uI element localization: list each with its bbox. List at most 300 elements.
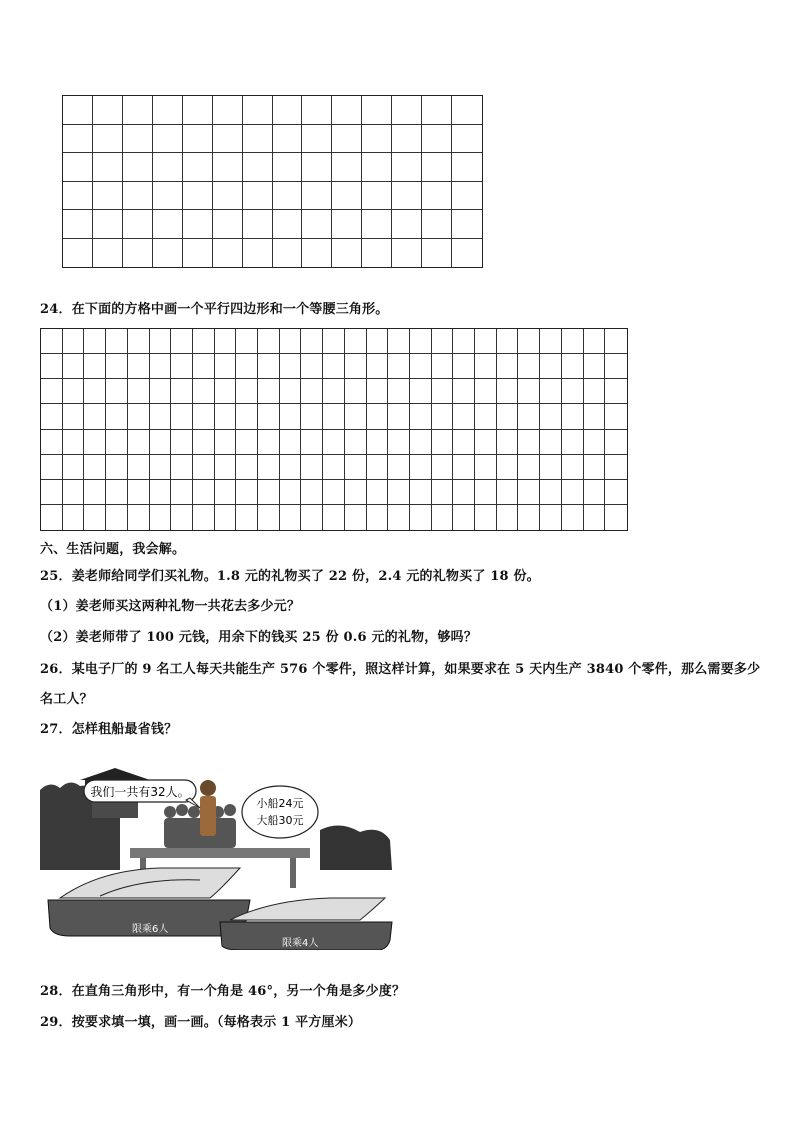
grid-cell[interactable] bbox=[422, 210, 452, 239]
grid-cell[interactable] bbox=[93, 153, 123, 182]
grid-cell[interactable] bbox=[332, 182, 362, 211]
grid-cell[interactable] bbox=[432, 404, 454, 429]
grid-cell[interactable] bbox=[388, 455, 410, 480]
grid-cell[interactable] bbox=[432, 505, 454, 530]
grid-cell[interactable] bbox=[193, 379, 215, 404]
grid-cell[interactable] bbox=[302, 210, 332, 239]
grid-cell[interactable] bbox=[562, 505, 584, 530]
grid-cell[interactable] bbox=[41, 455, 63, 480]
grid-cell[interactable] bbox=[452, 96, 482, 125]
grid-cell[interactable] bbox=[410, 480, 432, 505]
grid-cell[interactable] bbox=[63, 480, 85, 505]
grid-cell[interactable] bbox=[605, 455, 627, 480]
grid-cell[interactable] bbox=[93, 96, 123, 125]
grid-cell[interactable] bbox=[388, 329, 410, 354]
grid-cell[interactable] bbox=[243, 239, 273, 268]
grid-cell[interactable] bbox=[193, 480, 215, 505]
grid-cell[interactable] bbox=[452, 125, 482, 154]
grid-cell[interactable] bbox=[93, 125, 123, 154]
grid-cell[interactable] bbox=[562, 329, 584, 354]
grid-cell[interactable] bbox=[106, 505, 128, 530]
grid-cell[interactable] bbox=[475, 404, 497, 429]
grid-cell[interactable] bbox=[367, 329, 389, 354]
grid-cell[interactable] bbox=[540, 329, 562, 354]
grid-cell[interactable] bbox=[150, 430, 172, 455]
grid-cell[interactable] bbox=[193, 430, 215, 455]
grid-cell[interactable] bbox=[63, 505, 85, 530]
grid-cell[interactable] bbox=[301, 404, 323, 429]
grid-cell[interactable] bbox=[84, 505, 106, 530]
grid-cell[interactable] bbox=[123, 153, 153, 182]
grid-cell[interactable] bbox=[388, 480, 410, 505]
grid-cell[interactable] bbox=[362, 182, 392, 211]
grid-cell[interactable] bbox=[41, 379, 63, 404]
grid-cell[interactable] bbox=[540, 354, 562, 379]
grid-cell[interactable] bbox=[518, 379, 540, 404]
grid-cell[interactable] bbox=[453, 430, 475, 455]
grid-cell[interactable] bbox=[432, 480, 454, 505]
grid-cell[interactable] bbox=[236, 329, 258, 354]
grid-cell[interactable] bbox=[392, 96, 422, 125]
grid-cell[interactable] bbox=[150, 480, 172, 505]
grid-cell[interactable] bbox=[432, 354, 454, 379]
grid-cell[interactable] bbox=[497, 505, 519, 530]
grid-cell[interactable] bbox=[388, 404, 410, 429]
grid-cell[interactable] bbox=[540, 379, 562, 404]
grid-cell[interactable] bbox=[236, 404, 258, 429]
grid-cell[interactable] bbox=[123, 125, 153, 154]
grid-cell[interactable] bbox=[605, 430, 627, 455]
grid-cell[interactable] bbox=[183, 210, 213, 239]
grid-cell[interactable] bbox=[475, 379, 497, 404]
grid-cell[interactable] bbox=[497, 329, 519, 354]
grid-cell[interactable] bbox=[280, 379, 302, 404]
grid-cell[interactable] bbox=[302, 125, 332, 154]
grid-cell[interactable] bbox=[540, 430, 562, 455]
grid-cell[interactable] bbox=[497, 354, 519, 379]
grid-cell[interactable] bbox=[215, 354, 237, 379]
grid-cell[interactable] bbox=[236, 480, 258, 505]
grid-cell[interactable] bbox=[323, 480, 345, 505]
grid-cell[interactable] bbox=[153, 125, 183, 154]
grid-cell[interactable] bbox=[301, 480, 323, 505]
grid-cell[interactable] bbox=[106, 455, 128, 480]
grid-cell[interactable] bbox=[153, 153, 183, 182]
grid-cell[interactable] bbox=[332, 125, 362, 154]
grid-cell[interactable] bbox=[123, 96, 153, 125]
grid-cell[interactable] bbox=[518, 505, 540, 530]
grid-cell[interactable] bbox=[362, 153, 392, 182]
grid-cell[interactable] bbox=[84, 455, 106, 480]
grid-cell[interactable] bbox=[280, 430, 302, 455]
grid-cell[interactable] bbox=[153, 182, 183, 211]
grid-cell[interactable] bbox=[93, 239, 123, 268]
grid-cell[interactable] bbox=[63, 239, 93, 268]
grid-cell[interactable] bbox=[183, 182, 213, 211]
grid-cell[interactable] bbox=[84, 329, 106, 354]
grid-cell[interactable] bbox=[63, 153, 93, 182]
grid-cell[interactable] bbox=[605, 505, 627, 530]
grid-cell[interactable] bbox=[128, 354, 150, 379]
grid-cell[interactable] bbox=[153, 96, 183, 125]
grid-cell[interactable] bbox=[258, 430, 280, 455]
grid-cell[interactable] bbox=[452, 153, 482, 182]
grid-cell[interactable] bbox=[183, 125, 213, 154]
grid-cell[interactable] bbox=[584, 480, 606, 505]
grid-cell[interactable] bbox=[518, 329, 540, 354]
grid-cell[interactable] bbox=[453, 379, 475, 404]
grid-cell[interactable] bbox=[193, 455, 215, 480]
grid-cell[interactable] bbox=[453, 404, 475, 429]
grid-cell[interactable] bbox=[243, 96, 273, 125]
grid-cell[interactable] bbox=[236, 505, 258, 530]
grid-cell[interactable] bbox=[106, 329, 128, 354]
grid-cell[interactable] bbox=[273, 210, 303, 239]
grid-cell[interactable] bbox=[106, 404, 128, 429]
grid-cell[interactable] bbox=[345, 505, 367, 530]
grid-cell[interactable] bbox=[41, 354, 63, 379]
grid-cell[interactable] bbox=[302, 182, 332, 211]
grid-cell[interactable] bbox=[258, 354, 280, 379]
grid-cell[interactable] bbox=[301, 430, 323, 455]
grid-cell[interactable] bbox=[258, 329, 280, 354]
grid-cell[interactable] bbox=[562, 354, 584, 379]
grid-cell[interactable] bbox=[236, 379, 258, 404]
grid-cell[interactable] bbox=[475, 505, 497, 530]
grid-cell[interactable] bbox=[280, 354, 302, 379]
grid-cell[interactable] bbox=[345, 480, 367, 505]
grid-cell[interactable] bbox=[392, 210, 422, 239]
grid-cell[interactable] bbox=[171, 505, 193, 530]
grid-cell[interactable] bbox=[93, 182, 123, 211]
grid-cell[interactable] bbox=[323, 455, 345, 480]
grid-cell[interactable] bbox=[452, 239, 482, 268]
grid-cell[interactable] bbox=[518, 430, 540, 455]
grid-cell[interactable] bbox=[562, 480, 584, 505]
grid-cell[interactable] bbox=[345, 329, 367, 354]
grid-cell[interactable] bbox=[273, 96, 303, 125]
grid-cell[interactable] bbox=[410, 455, 432, 480]
grid-cell[interactable] bbox=[41, 329, 63, 354]
grid-cell[interactable] bbox=[128, 379, 150, 404]
grid-cell[interactable] bbox=[518, 480, 540, 505]
grid-cell[interactable] bbox=[497, 379, 519, 404]
grid-cell[interactable] bbox=[128, 480, 150, 505]
grid-cell[interactable] bbox=[301, 354, 323, 379]
grid-cell[interactable] bbox=[63, 455, 85, 480]
grid-cell[interactable] bbox=[171, 480, 193, 505]
grid-cell[interactable] bbox=[84, 354, 106, 379]
grid-cell[interactable] bbox=[562, 430, 584, 455]
grid-cell[interactable] bbox=[213, 153, 243, 182]
grid-cell[interactable] bbox=[302, 153, 332, 182]
grid-cell[interactable] bbox=[422, 125, 452, 154]
grid-cell[interactable] bbox=[332, 239, 362, 268]
grid-cell[interactable] bbox=[150, 329, 172, 354]
grid-cell[interactable] bbox=[362, 239, 392, 268]
grid-cell[interactable] bbox=[453, 455, 475, 480]
grid-cell[interactable] bbox=[323, 379, 345, 404]
grid-cell[interactable] bbox=[562, 379, 584, 404]
grid-cell[interactable] bbox=[41, 505, 63, 530]
grid-cell[interactable] bbox=[84, 404, 106, 429]
grid-cell[interactable] bbox=[332, 153, 362, 182]
grid-cell[interactable] bbox=[273, 182, 303, 211]
grid-cell[interactable] bbox=[410, 430, 432, 455]
grid-cell[interactable] bbox=[63, 210, 93, 239]
grid-cell[interactable] bbox=[432, 455, 454, 480]
grid-cell[interactable] bbox=[475, 480, 497, 505]
grid-cell[interactable] bbox=[213, 239, 243, 268]
grid-cell[interactable] bbox=[432, 379, 454, 404]
grid-cell[interactable] bbox=[63, 329, 85, 354]
grid-cell[interactable] bbox=[323, 329, 345, 354]
grid-cell[interactable] bbox=[63, 182, 93, 211]
grid-cell[interactable] bbox=[41, 404, 63, 429]
grid-cell[interactable] bbox=[150, 379, 172, 404]
grid-cell[interactable] bbox=[301, 455, 323, 480]
grid-cell[interactable] bbox=[41, 480, 63, 505]
grid-cell[interactable] bbox=[183, 239, 213, 268]
grid-cell[interactable] bbox=[273, 239, 303, 268]
grid-cell[interactable] bbox=[497, 430, 519, 455]
grid-cell[interactable] bbox=[153, 210, 183, 239]
grid-cell[interactable] bbox=[332, 96, 362, 125]
grid-cell[interactable] bbox=[332, 210, 362, 239]
grid-cell[interactable] bbox=[453, 505, 475, 530]
grid-cell[interactable] bbox=[392, 182, 422, 211]
grid-cell[interactable] bbox=[280, 404, 302, 429]
grid-cell[interactable] bbox=[367, 379, 389, 404]
grid-cell[interactable] bbox=[367, 505, 389, 530]
grid-cell[interactable] bbox=[213, 182, 243, 211]
grid-cell[interactable] bbox=[432, 329, 454, 354]
grid-cell[interactable] bbox=[193, 404, 215, 429]
grid-cell[interactable] bbox=[106, 430, 128, 455]
grid-cell[interactable] bbox=[540, 480, 562, 505]
grid-cell[interactable] bbox=[150, 505, 172, 530]
grid-cell[interactable] bbox=[41, 430, 63, 455]
grid-cell[interactable] bbox=[280, 505, 302, 530]
grid-cell[interactable] bbox=[63, 125, 93, 154]
grid-cell[interactable] bbox=[153, 239, 183, 268]
grid-cell[interactable] bbox=[540, 455, 562, 480]
grid-cell[interactable] bbox=[540, 404, 562, 429]
grid-cell[interactable] bbox=[410, 505, 432, 530]
grid-cell[interactable] bbox=[213, 125, 243, 154]
grid-cell[interactable] bbox=[475, 455, 497, 480]
grid-cell[interactable] bbox=[106, 354, 128, 379]
grid-cell[interactable] bbox=[362, 210, 392, 239]
grid-cell[interactable] bbox=[183, 153, 213, 182]
grid-cell[interactable] bbox=[213, 210, 243, 239]
grid-cell[interactable] bbox=[410, 404, 432, 429]
drawing-grid-top[interactable] bbox=[62, 95, 483, 268]
grid-cell[interactable] bbox=[213, 96, 243, 125]
grid-cell[interactable] bbox=[410, 379, 432, 404]
grid-cell[interactable] bbox=[236, 354, 258, 379]
grid-cell[interactable] bbox=[123, 182, 153, 211]
grid-cell[interactable] bbox=[193, 505, 215, 530]
grid-cell[interactable] bbox=[367, 455, 389, 480]
grid-cell[interactable] bbox=[452, 182, 482, 211]
grid-cell[interactable] bbox=[497, 404, 519, 429]
grid-cell[interactable] bbox=[193, 354, 215, 379]
grid-cell[interactable] bbox=[422, 239, 452, 268]
grid-cell[interactable] bbox=[258, 455, 280, 480]
grid-cell[interactable] bbox=[128, 455, 150, 480]
grid-cell[interactable] bbox=[215, 455, 237, 480]
grid-cell[interactable] bbox=[584, 379, 606, 404]
grid-cell[interactable] bbox=[605, 354, 627, 379]
grid-cell[interactable] bbox=[171, 455, 193, 480]
grid-cell[interactable] bbox=[605, 379, 627, 404]
grid-cell[interactable] bbox=[280, 480, 302, 505]
grid-cell[interactable] bbox=[518, 404, 540, 429]
grid-cell[interactable] bbox=[215, 430, 237, 455]
grid-cell[interactable] bbox=[345, 455, 367, 480]
grid-cell[interactable] bbox=[106, 480, 128, 505]
grid-cell[interactable] bbox=[106, 379, 128, 404]
grid-cell[interactable] bbox=[497, 455, 519, 480]
grid-cell[interactable] bbox=[453, 329, 475, 354]
grid-cell[interactable] bbox=[215, 379, 237, 404]
grid-cell[interactable] bbox=[605, 329, 627, 354]
grid-cell[interactable] bbox=[150, 354, 172, 379]
grid-cell[interactable] bbox=[63, 379, 85, 404]
grid-cell[interactable] bbox=[236, 455, 258, 480]
grid-cell[interactable] bbox=[258, 505, 280, 530]
grid-cell[interactable] bbox=[410, 329, 432, 354]
grid-cell[interactable] bbox=[280, 329, 302, 354]
grid-cell[interactable] bbox=[410, 354, 432, 379]
grid-cell[interactable] bbox=[584, 455, 606, 480]
grid-cell[interactable] bbox=[84, 430, 106, 455]
grid-cell[interactable] bbox=[243, 210, 273, 239]
grid-cell[interactable] bbox=[301, 505, 323, 530]
grid-cell[interactable] bbox=[84, 480, 106, 505]
grid-cell[interactable] bbox=[453, 480, 475, 505]
grid-cell[interactable] bbox=[323, 354, 345, 379]
grid-cell[interactable] bbox=[584, 505, 606, 530]
grid-cell[interactable] bbox=[453, 354, 475, 379]
grid-cell[interactable] bbox=[243, 125, 273, 154]
grid-cell[interactable] bbox=[584, 404, 606, 429]
grid-cell[interactable] bbox=[518, 354, 540, 379]
grid-cell[interactable] bbox=[367, 480, 389, 505]
grid-cell[interactable] bbox=[243, 153, 273, 182]
grid-cell[interactable] bbox=[63, 96, 93, 125]
grid-cell[interactable] bbox=[388, 354, 410, 379]
grid-cell[interactable] bbox=[302, 96, 332, 125]
grid-cell[interactable] bbox=[362, 96, 392, 125]
grid-cell[interactable] bbox=[540, 505, 562, 530]
grid-cell[interactable] bbox=[422, 182, 452, 211]
grid-cell[interactable] bbox=[258, 379, 280, 404]
grid-cell[interactable] bbox=[128, 505, 150, 530]
grid-cell[interactable] bbox=[193, 329, 215, 354]
grid-cell[interactable] bbox=[497, 480, 519, 505]
grid-cell[interactable] bbox=[475, 354, 497, 379]
grid-cell[interactable] bbox=[302, 239, 332, 268]
grid-cell[interactable] bbox=[362, 125, 392, 154]
grid-cell[interactable] bbox=[171, 379, 193, 404]
grid-cell[interactable] bbox=[243, 182, 273, 211]
grid-cell[interactable] bbox=[388, 505, 410, 530]
grid-cell[interactable] bbox=[475, 329, 497, 354]
grid-cell[interactable] bbox=[215, 505, 237, 530]
grid-cell[interactable] bbox=[93, 210, 123, 239]
grid-cell[interactable] bbox=[258, 404, 280, 429]
grid-cell[interactable] bbox=[367, 354, 389, 379]
grid-cell[interactable] bbox=[171, 329, 193, 354]
grid-cell[interactable] bbox=[301, 329, 323, 354]
grid-cell[interactable] bbox=[323, 505, 345, 530]
grid-cell[interactable] bbox=[388, 379, 410, 404]
grid-cell[interactable] bbox=[215, 404, 237, 429]
grid-cell[interactable] bbox=[128, 430, 150, 455]
grid-cell[interactable] bbox=[562, 455, 584, 480]
grid-cell[interactable] bbox=[150, 455, 172, 480]
grid-cell[interactable] bbox=[273, 153, 303, 182]
grid-cell[interactable] bbox=[605, 404, 627, 429]
grid-cell[interactable] bbox=[323, 430, 345, 455]
grid-cell[interactable] bbox=[171, 354, 193, 379]
grid-cell[interactable] bbox=[183, 96, 213, 125]
grid-cell[interactable] bbox=[63, 354, 85, 379]
grid-cell[interactable] bbox=[128, 404, 150, 429]
grid-cell[interactable] bbox=[432, 430, 454, 455]
grid-cell[interactable] bbox=[584, 430, 606, 455]
grid-cell[interactable] bbox=[280, 455, 302, 480]
grid-cell[interactable] bbox=[367, 430, 389, 455]
grid-cell[interactable] bbox=[422, 153, 452, 182]
grid-cell[interactable] bbox=[392, 239, 422, 268]
drawing-grid-q24[interactable] bbox=[40, 328, 628, 531]
grid-cell[interactable] bbox=[345, 354, 367, 379]
grid-cell[interactable] bbox=[518, 455, 540, 480]
grid-cell[interactable] bbox=[345, 379, 367, 404]
grid-cell[interactable] bbox=[367, 404, 389, 429]
grid-cell[interactable] bbox=[584, 329, 606, 354]
grid-cell[interactable] bbox=[452, 210, 482, 239]
grid-cell[interactable] bbox=[150, 404, 172, 429]
grid-cell[interactable] bbox=[63, 404, 85, 429]
grid-cell[interactable] bbox=[345, 404, 367, 429]
grid-cell[interactable] bbox=[84, 379, 106, 404]
grid-cell[interactable] bbox=[392, 125, 422, 154]
grid-cell[interactable] bbox=[422, 96, 452, 125]
grid-cell[interactable] bbox=[128, 329, 150, 354]
grid-cell[interactable] bbox=[123, 239, 153, 268]
grid-cell[interactable] bbox=[258, 480, 280, 505]
grid-cell[interactable] bbox=[562, 404, 584, 429]
grid-cell[interactable] bbox=[605, 480, 627, 505]
grid-cell[interactable] bbox=[215, 480, 237, 505]
grid-cell[interactable] bbox=[63, 430, 85, 455]
grid-cell[interactable] bbox=[123, 210, 153, 239]
grid-cell[interactable] bbox=[475, 430, 497, 455]
grid-cell[interactable] bbox=[171, 404, 193, 429]
grid-cell[interactable] bbox=[584, 354, 606, 379]
grid-cell[interactable] bbox=[236, 430, 258, 455]
grid-cell[interactable] bbox=[388, 430, 410, 455]
grid-cell[interactable] bbox=[323, 404, 345, 429]
grid-cell[interactable] bbox=[273, 125, 303, 154]
grid-cell[interactable] bbox=[171, 430, 193, 455]
grid-cell[interactable] bbox=[392, 153, 422, 182]
grid-cell[interactable] bbox=[301, 379, 323, 404]
